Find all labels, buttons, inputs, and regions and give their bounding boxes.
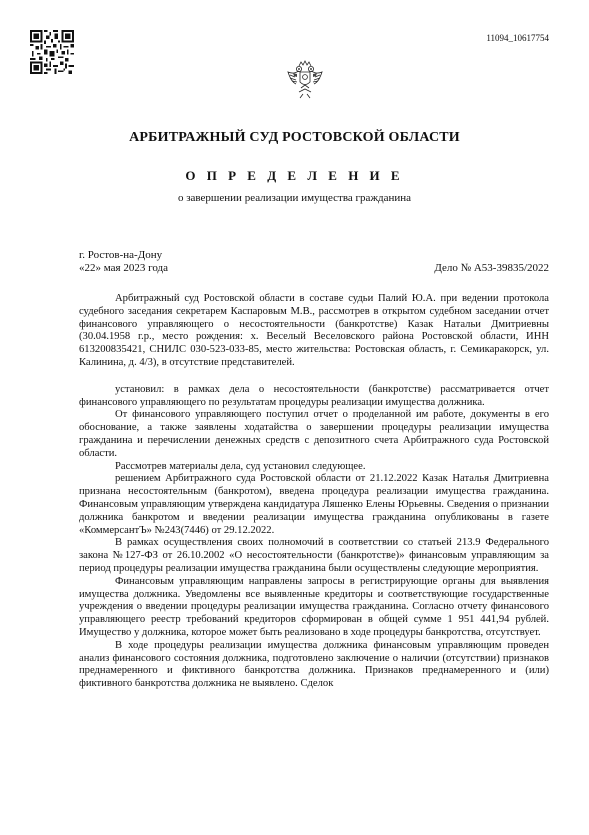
paragraph: Рассмотрев материалы дела, суд установил следующее. [115, 460, 366, 472]
document-body [79, 293, 549, 691]
document-id: 11094_10617754 [486, 33, 549, 43]
paragraph: Арбитражный суд Ростовской области в составе судьи Палий Ю.А. при ведении протокола судебного заседания секретарем Каспаровым М.В., рассмотрев в открытом судебном заседании отчет финансового управляющего о несостоятельности (банкротстве) Казак Натальи Дмитриевны (30.04.1958 г.р., место рождения: х. Веселый Веселовского района Ростовской области, ИНН 613200835421, СНИЛС 030-523-033-85, место жительства: Ростовская область, г. Семикаракорск, ул. Калинина, д. 4/3), в отсутствие представителей. [79, 293, 549, 368]
document-title: О П Р Е Д Е Л Е Н И Е [185, 168, 404, 183]
paragraph: решением Арбитражного суда Ростовской области от 21.12.2022 Казак Наталья Дмитриевна признана несостоятельным (банкротом), введена процедура реализации имущества гражданина. Финансовым управляющим утверждена кандидатура Ляшенко Елены Юрьевны. Сведения о признании должника банкротом и введении реализации имущества гражданина опубликованы в газете «КоммерсантЪ» №243(7446) от 29.12.2022. [79, 473, 549, 536]
document-subtitle: о завершении реализации имущества гражданина [177, 192, 412, 204]
paragraph: В рамках осуществления своих полномочий в соответствии со статьей 213.9 Федерального закона №127-ФЗ от 26.10.2002 «О несостоятельности (банкротстве)» финансовым управляющим за период процедуры реализации имущества гражданина были осуществлены следующие мероприятия. [79, 537, 549, 574]
case-number: Дело № А53-39835/2022 [434, 262, 549, 274]
paragraph: Финансовым управляющим направлены запросы в регистрирующие органы для выявления имущества должника. Уведомлены все выявленные кредиторы и соответствующие государственные учреждения о введении процедуры реализации имущества гражданина. Согласно отчету финансового управляющего реестр требований кредиторов сформирован в общей сумме 1 951 441,94 рублей. Имущество у должника, которое может быть реализовано в ходе процедуры банкротства, отсутствует. [79, 575, 549, 638]
paragraph: установил: в рамках дела о несостоятельности (банкротстве) рассматривается отчет финансового управляющего по результатам процедуры реализации имущества должника. [79, 383, 549, 408]
city: г. Ростов-на-Дону [79, 249, 163, 261]
court-name: АРБИТРАЖНЫЙ СУД РОСТОВСКОЙ ОБЛАСТИ [129, 130, 460, 145]
coat-of-arms-emblem [285, 58, 325, 100]
qr-code [30, 30, 74, 74]
paragraph: В ходе процедуры реализации имущества должника финансовым управляющим проведен анализ финансового состояния должника, подготовлено заключение о наличии (отсутствии) признаков преднамеренного и фиктивного банкротства должника. Признаков преднамеренного и (или) фиктивного банкротства должника не выявлено. Сделок [79, 639, 549, 690]
decision-date: «22» мая 2023 года [79, 262, 168, 274]
paragraph: От финансового управляющего поступил отчет о проделанной им работе, документы в его обоснование, а также заявлены ходатайства о завершении процедуры реализации имущества гражданина и перечислении денежных средств с депозитного счета Арбитражного суда Ростовской области. [79, 409, 549, 459]
